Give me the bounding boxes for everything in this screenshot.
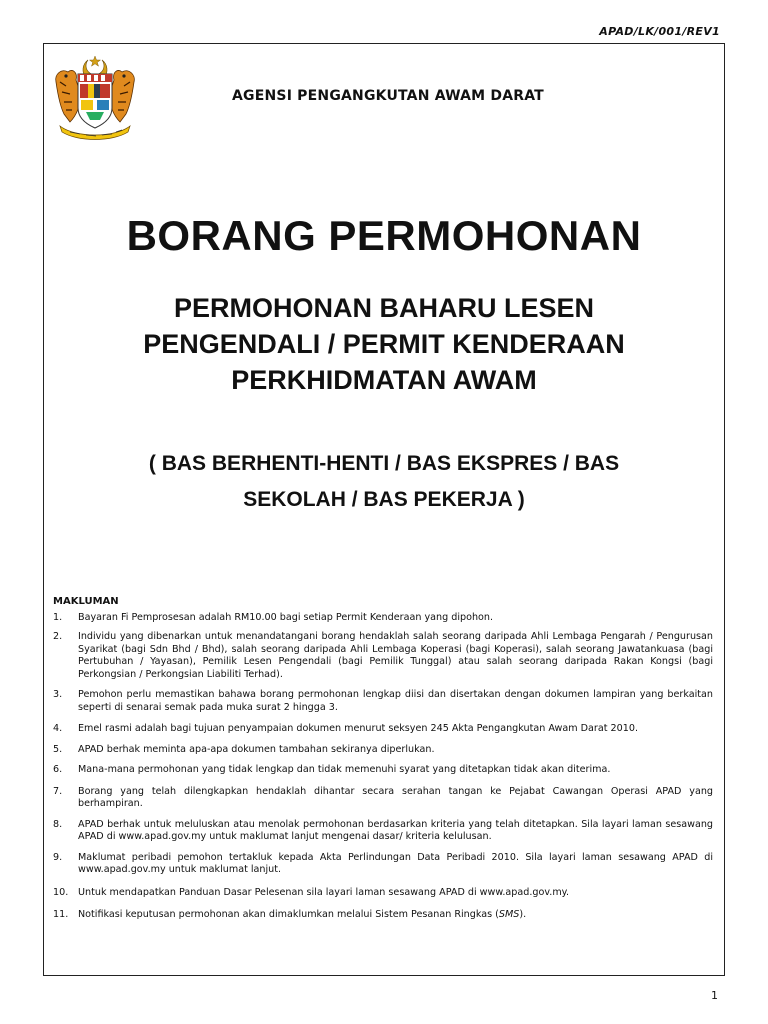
item-text: APAD berhak untuk meluluskan atau menolak permohonan berdasarkan kriteria yang telah ditetapkan. Sila layari laman sesawang APAD di www.apad.gov.my untuk maklumat lanjut mengenai dasar/ kriteria kelulusan. bbox=[78, 818, 713, 842]
item-number: 10. bbox=[53, 886, 69, 898]
item-number: 9. bbox=[53, 851, 63, 863]
item-text: Borang yang telah dilengkapkan hendaklah dihantar secara serahan tangan ke Pejabat Cawangan Operasi APAD yang berhampiran. bbox=[78, 785, 713, 809]
makluman-item bbox=[53, 819, 713, 844]
page-number: 1 bbox=[711, 989, 718, 1002]
form-subtitle-line: PERMOHONAN BAHARU LESEN bbox=[173, 293, 595, 323]
makluman-item bbox=[53, 744, 713, 757]
item-number: 3. bbox=[53, 689, 63, 700]
item-text: Pemohon perlu memastikan bahawa borang permohonan lengkap diisi dan disertakan dengan dokumen lampiran yang berkaitan seperti di senarai semak pada muka surat 2 hingga 3. bbox=[78, 689, 713, 713]
item-number: 8. bbox=[53, 818, 63, 830]
makluman-item bbox=[53, 852, 713, 877]
form-subtitle-line: PERKHIDMATAN AWAM bbox=[231, 365, 537, 395]
item-number: 4. bbox=[53, 723, 63, 734]
makluman-item bbox=[53, 764, 713, 777]
bus-types-line: ( BAS BERHENTI-HENTI / BAS EKSPRES / BAS bbox=[148, 452, 620, 475]
makluman-item bbox=[53, 909, 713, 922]
item-text: Bayaran Fi Pemprosesan adalah RM10.00 bagi setiap Permit Kenderaan yang dipohon. bbox=[78, 611, 494, 623]
makluman-section bbox=[53, 596, 713, 922]
makluman-heading: MAKLUMAN bbox=[53, 596, 119, 607]
coat-of-arms-logo bbox=[50, 52, 140, 142]
item-number: 1. bbox=[53, 611, 63, 623]
item-number: 2. bbox=[53, 631, 63, 642]
makluman-item bbox=[53, 723, 713, 736]
form-subtitle-line: PENGENDALI / PERMIT KENDERAAN bbox=[143, 329, 625, 359]
item-text: Maklumat peribadi pemohon tertakluk kepada Akta Perlindungan Data Peribadi 2010. Sila layari laman sesawang APAD di www.apad.gov.my untuk maklumat lanjut. bbox=[78, 851, 713, 875]
form-subtitle bbox=[0, 290, 768, 398]
makluman-item bbox=[53, 612, 713, 625]
item-text: Mana-mana permohonan yang tidak lengkap dan tidak memenuhi syarat yang ditetapkan tidak akan diterima. bbox=[78, 764, 611, 775]
form-title: BORANG PERMOHONAN bbox=[126, 212, 642, 259]
item-number: 6. bbox=[53, 764, 63, 775]
item-number: 7. bbox=[53, 785, 63, 797]
makluman-item bbox=[53, 631, 713, 681]
bus-types bbox=[0, 446, 768, 518]
item-text: APAD berhak meminta apa-apa dokumen tambahan sekiranya diperlukan. bbox=[78, 743, 435, 755]
item-text-prefix: Notifikasi keputusan permohonan akan dimaklumkan melalui Sistem Pesanan Ringkas ( bbox=[78, 909, 499, 920]
item-text: Emel rasmi adalah bagi tujuan penyampaian dokumen menurut seksyen 245 Akta Pengangkutan Awam Darat 2010. bbox=[78, 723, 639, 734]
makluman-list bbox=[53, 612, 713, 922]
item-number: 11. bbox=[53, 909, 69, 920]
bus-types-line: SEKOLAH / BAS PEKERJA ) bbox=[243, 488, 525, 511]
item-text: Untuk mendapatkan Panduan Dasar Pelesenan sila layari laman sesawang APAD di www.apad.gov.my. bbox=[78, 886, 570, 898]
item-text-suffix: ). bbox=[519, 909, 527, 920]
item-number: 5. bbox=[53, 743, 63, 755]
makluman-item bbox=[53, 786, 713, 811]
item-text: Individu yang dibenarkan untuk menandatangani borang hendaklah salah seorang daripada Ahli Lembaga Pengarah / Pengurusan Syarikat (bagi Sdn Bhd / Bhd), salah seorang daripada Ahli Lembaga Koperasi (bagi Koperasi), salah seorang Jawatankuasa (bagi Pertubuhan / Yayasan), Pemilik Lesen Pengendali (bagi Pemilik Tunggal) atau salah seorang daripada Rakan Kongsi (bagi Perkongsian / Perkongsian Liabiliti Terhad). bbox=[78, 631, 713, 680]
item-text-italic: SMS bbox=[498, 909, 520, 920]
makluman-item bbox=[53, 689, 713, 714]
form-reference-code: APAD/LK/001/REV1 bbox=[599, 25, 720, 38]
makluman-item bbox=[53, 887, 713, 900]
agency-name: AGENSI PENGANGKUTAN AWAM DARAT bbox=[232, 88, 544, 104]
